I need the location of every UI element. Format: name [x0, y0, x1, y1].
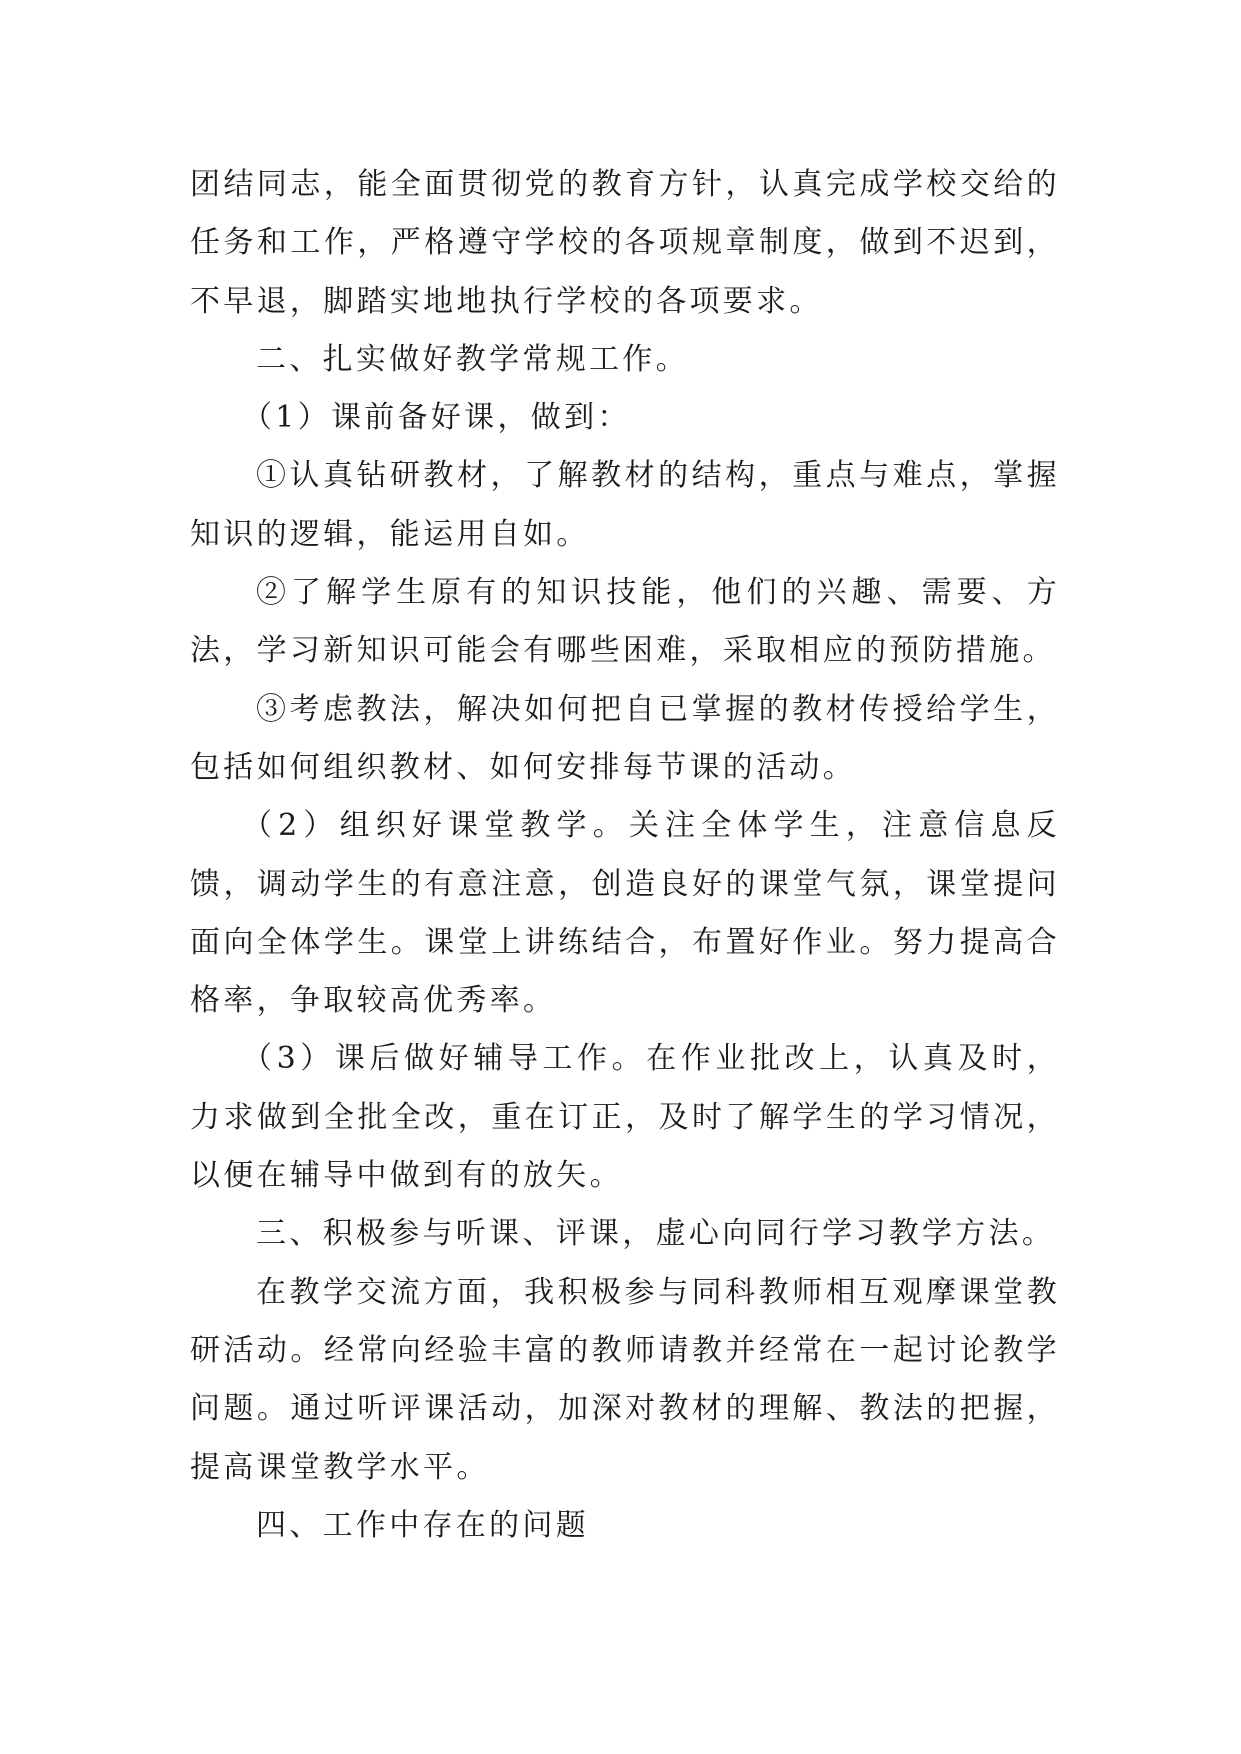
paragraph-continuation: 团结同志，能全面贯彻党的教育方针，认真完成学校交给的任务和工作，严格遵守学校的各项规章制度，做到不迟到，不早退，脚踏实地地执行学校的各项要求。 [190, 167, 1060, 319]
section-heading-3: 三、积极参与听课、评课，虚心向同行学习教学方法。 [256, 1216, 1056, 1252]
paragraph-exchange: 在教学交流方面，我积极参与同科教师相互观摩课堂教研活动。经常向经验丰富的教师请教并经常在一起讨论教学问题。通过听评课活动，加深对教材的理解、教法的把握，提高课堂教学水平。 [190, 1274, 1060, 1485]
subheading-3: （3）课后做好辅导工作。在作业批改上，认真及时，力求做到全批全改，重在订正，及时了解学生的学习情况，以便在辅导中做到有的放矢。 [190, 1041, 1060, 1194]
section-heading-4: 四、工作中存在的问题 [256, 1507, 589, 1543]
body-text [190, 156, 1060, 1555]
section-heading-2: 二、扎实做好教学常规工作。 [256, 341, 689, 377]
subheading-1: （1）课前备好课，做到： [242, 400, 631, 436]
subheading-2: （2）组织好课堂教学。关注全体学生，注意信息反馈，调动学生的有意注意，创造良好的课堂气氛，课堂提问面向全体学生。课堂上讲练结合，布置好作业。努力提高合格率，争取较高优秀率。 [190, 808, 1060, 1019]
list-item-1: ①认真钻研教材，了解教材的结构，重点与难点，掌握知识的逻辑，能运用自如。 [190, 458, 1060, 552]
list-item-2: ②了解学生原有的知识技能，他们的兴趣、需要、方法，学习新知识可能会有哪些困难，采取相应的预防措施。 [190, 575, 1060, 669]
list-item-3: ③考虑教法，解决如何把自已掌握的教材传授给学生，包括如何组织教材、如何安排每节课的活动。 [190, 691, 1060, 785]
